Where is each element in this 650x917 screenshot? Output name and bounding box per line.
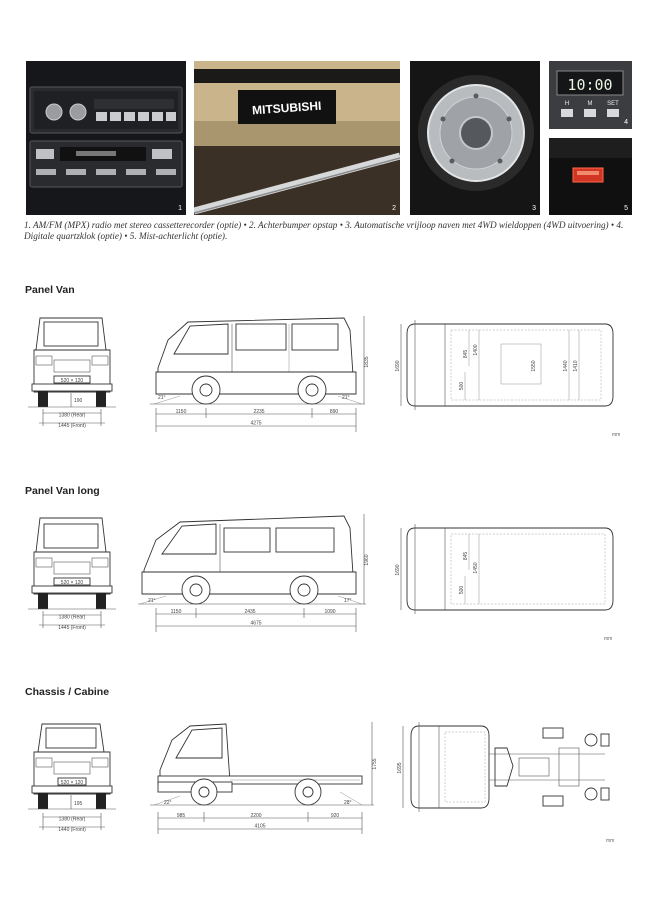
panel-van-top-view — [395, 316, 625, 414]
panel-van-long-side-view — [138, 510, 378, 635]
unit-label: mm — [606, 838, 615, 844]
chassis-front-view — [22, 716, 122, 841]
photo-caption: 1. AM/FM (MPX) radio met stereo cassetterecorder (optie) • 2. Achterbumper opstap • 3. Automatische vrijloop naven met 4WD wieldoppen (4WD uitvoering) • 4. Digitale quartzklok (optie) • 5. Mist-achterlicht (optie). — [24, 220, 624, 241]
dim-1450: 1450 — [473, 562, 479, 574]
panel-van-long-top-view — [395, 520, 625, 618]
dim-845: 845 — [463, 551, 469, 561]
dim-1410: 1410 — [573, 360, 579, 372]
wheelbase: 2200 — [250, 813, 262, 819]
panel-van-front-view — [22, 310, 122, 435]
photo-digital-clock — [549, 61, 632, 129]
photo-number: 4 — [624, 119, 628, 126]
ground-clearance: 195 — [74, 801, 83, 807]
approach-angle: 22° — [164, 800, 172, 806]
dim-1400: 1400 — [473, 344, 479, 356]
overall-width: 1690 — [395, 360, 401, 372]
photo-wheel-hub — [410, 61, 540, 215]
height-dimension: 1835 — [364, 356, 370, 368]
track-rear: 1380 (Rear) — [58, 412, 86, 419]
overall-length: 4275 — [250, 420, 262, 427]
badge-mitsubishi: MITSUBISHI — [251, 98, 322, 118]
track-front: 1440 (Front) — [58, 827, 86, 833]
photo-number: 3 — [532, 205, 536, 212]
overall-width: 1695 — [397, 762, 403, 774]
track-rear: 1380 (Rear) — [58, 816, 86, 823]
dim-1440: 1440 — [563, 360, 569, 372]
photo-number: 2 — [392, 205, 396, 212]
section-title-chassis-cabine: Chassis / Cabine — [25, 686, 110, 698]
clock-m-label: M — [587, 101, 593, 107]
approach-angle: 21° — [148, 598, 156, 604]
rear-overhang: 920 — [330, 813, 340, 819]
wheelbase: 2235 — [253, 409, 265, 415]
photo-radio-cassette — [26, 61, 186, 215]
photo-fog-light — [549, 138, 632, 215]
section-title-panel-van-long: Panel Van long — [25, 485, 100, 497]
dim-845: 845 — [463, 349, 469, 359]
panel-van-side-view — [150, 310, 380, 435]
dim-500: 500 — [459, 381, 465, 391]
track-front: 1445 (Front) — [58, 625, 86, 631]
rear-overhang: 1090 — [324, 609, 336, 615]
unit-label: mm — [612, 432, 621, 438]
section-title-panel-van: Panel Van — [25, 284, 75, 296]
approach-angle: 21° — [158, 395, 166, 401]
overall-length: 4675 — [250, 620, 262, 627]
track-front: 1445 (Front) — [58, 423, 86, 429]
photo-number: 1 — [178, 205, 182, 212]
front-overhang: 1150 — [175, 409, 187, 415]
clock-set-label: SET — [607, 101, 619, 107]
dim-500: 500 — [459, 585, 465, 595]
departure-angle: 28° — [344, 800, 352, 806]
dim-1550: 1550 — [531, 360, 537, 372]
chassis-top-view — [395, 718, 625, 816]
front-overhang: 1150 — [170, 609, 182, 615]
front-overhang: 985 — [176, 813, 186, 819]
height-dimension: 1960 — [364, 554, 370, 566]
departure-angle: 21° — [342, 395, 350, 401]
wheelbase: 2435 — [244, 609, 256, 615]
plate-dimension: 520 × 120 — [60, 779, 84, 786]
photo-rear-bumper — [194, 61, 400, 215]
plate-dimension: 520 × 120 — [60, 579, 84, 586]
panel-van-long-front-view — [22, 512, 122, 637]
plate-dimension: 520 × 120 — [60, 377, 84, 384]
ground-clearance: 190 — [74, 398, 83, 404]
rear-overhang: 890 — [329, 409, 339, 415]
clock-time: 10:00 — [567, 76, 613, 94]
overall-width: 1690 — [395, 564, 401, 576]
height-dimension: 1755 — [372, 758, 378, 770]
photo-number: 5 — [624, 205, 628, 212]
unit-label: mm — [604, 636, 613, 642]
overall-length: 4105 — [254, 823, 266, 830]
departure-angle: 17° — [344, 598, 352, 604]
chassis-side-view — [150, 716, 386, 841]
track-rear: 1380 (Rear) — [58, 614, 86, 621]
clock-h-label: H — [564, 101, 570, 107]
